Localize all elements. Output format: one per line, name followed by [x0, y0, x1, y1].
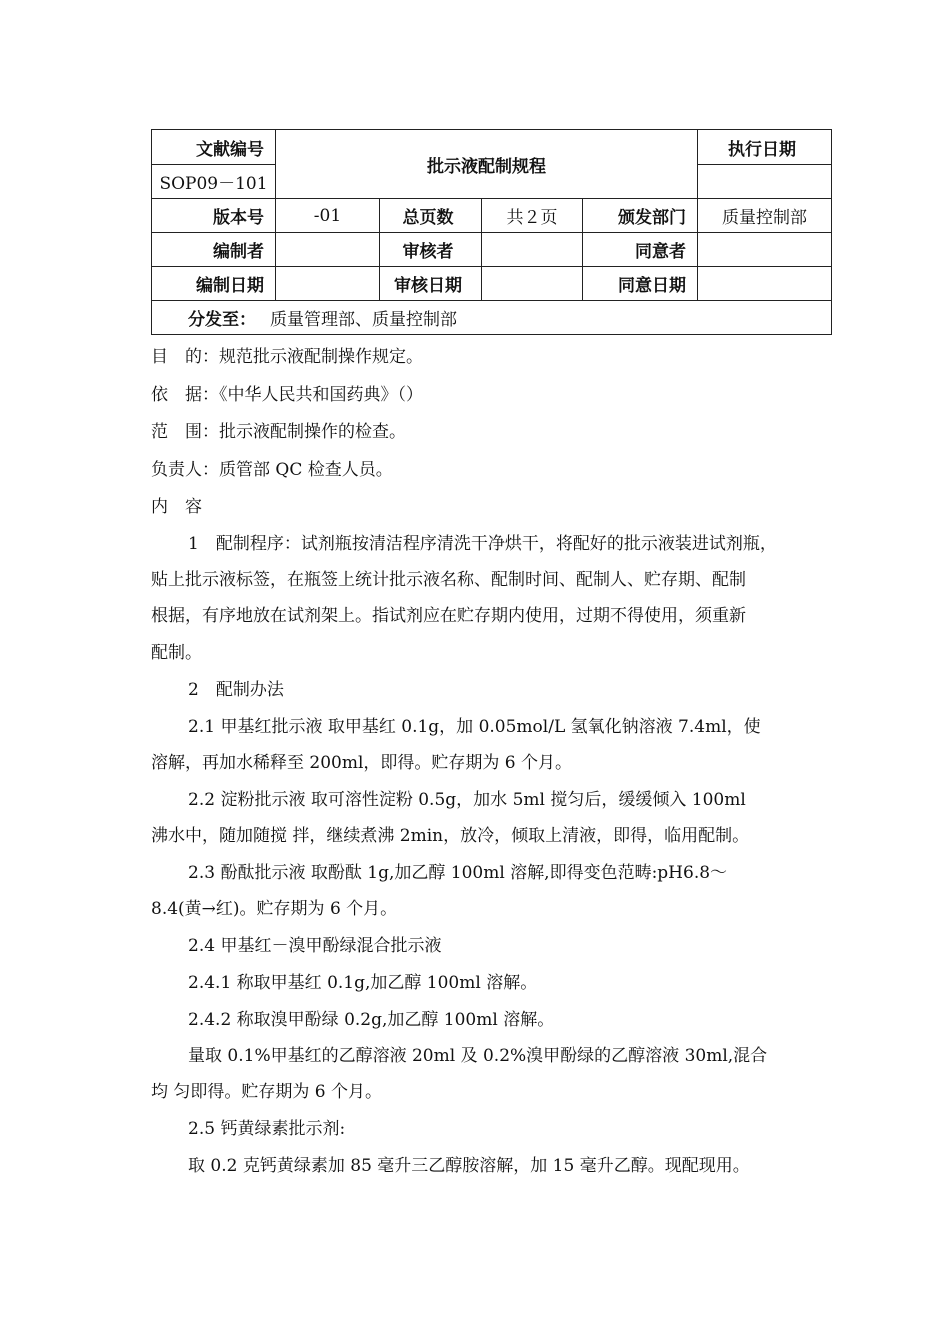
exec-date-label: 执行日期 [698, 130, 832, 165]
paragraph-1-line-3: 根据，有序地放在试剂架上。指试剂应在贮存期内使用，过期不得使用，须重新 [151, 606, 746, 626]
document-header-table [151, 129, 832, 335]
item-2-1-line-2: 溶解，再加水稀释至 200ml，即得。贮存期为 6 个月。 [151, 753, 573, 773]
item-2-3-line-2: 8.4(黄→红)。贮存期为 6 个月。 [151, 899, 398, 919]
paragraph-1-line-1: 1 配制程序：试剂瓶按清洁程序清洗干净烘干，将配好的批示液装进试剂瓶， [188, 534, 777, 554]
reviewer-label: 审核者 [380, 233, 482, 267]
issue-dept-value: 质量控制部 [698, 199, 832, 233]
author-date-value [276, 267, 380, 301]
approver-value [698, 233, 832, 267]
item-2-5-text: 取 0.2 克钙黄绿素加 85 毫升三乙醇胺溶解，加 15 毫升乙醇。现配现用。 [188, 1156, 750, 1176]
review-date-label: 审核日期 [380, 267, 482, 301]
issue-dept-label: 颁发部门 [583, 199, 698, 233]
approve-date-value [698, 267, 832, 301]
item-2-1-line-1: 2.1 甲基红批示液 取甲基红 0.1g，加 0.05mol/L 氢氧化钠溶液 7.4ml，使 [188, 717, 761, 737]
approve-date-label: 同意日期 [583, 267, 698, 301]
item-2-4-2: 2.4.2 称取溴甲酚绿 0.2g,加乙醇 100ml 溶解。 [188, 1010, 555, 1030]
section-2-heading: 2 配制办法 [188, 680, 284, 700]
basis-line: 依 据：《中华人民共和国药典》（） [151, 385, 423, 405]
doc-no-value: SOP09－101 [152, 165, 276, 199]
item-2-3-line-1: 2.3 酚酞批示液 取酚酞 1g,加乙醇 100ml 溶解,即得变色范畴:pH6.8～ [188, 863, 728, 883]
distribute-to: 质量管理部、质量控制部 [270, 310, 457, 330]
reviewer-value [482, 233, 583, 267]
scope-line: 范 围：批示液配制操作的检查。 [151, 422, 406, 442]
item-2-4-mix-line-2: 均 匀即得。贮存期为 6 个月。 [151, 1082, 383, 1102]
version-label: 版本号 [152, 199, 276, 233]
approver-label: 同意者 [583, 233, 698, 267]
item-2-4-1: 2.4.1 称取甲基红 0.1g,加乙醇 100ml 溶解。 [188, 973, 538, 993]
item-2-2-line-2: 沸水中，随加随搅 拌，继续煮沸 2min，放冷，倾取上清液，即得，临用配制。 [151, 826, 750, 846]
item-2-4-mix-line-1: 量取 0.1%甲基红的乙醇溶液 20ml 及 0.2%溴甲酚绿的乙醇溶液 30ml,混合 [188, 1046, 768, 1066]
responsible-line: 负责人：质管部 QC 检查人员。 [151, 460, 393, 480]
document-title: 批示液配制规程 [276, 130, 698, 199]
distribution-row [152, 301, 832, 335]
paragraph-1-line-2: 贴上批示液标签，在瓶签上统计批示液名称、配制时间、配制人、贮存期、配制 [151, 570, 746, 590]
item-2-5-heading: 2.5 钙黄绿素批示剂: [188, 1119, 346, 1139]
author-label: 编制者 [152, 233, 276, 267]
item-2-2-line-1: 2.2 淀粉批示液 取可溶性淀粉 0.5g，加水 5ml 搅匀后，缓缓倾入 100ml [188, 790, 746, 810]
total-pages-value: 共２页 [482, 199, 583, 233]
author-date-label: 编制日期 [152, 267, 276, 301]
version-value: -01 [276, 199, 380, 233]
purpose-line: 目 的：规范批示液配制操作规定。 [151, 347, 423, 367]
distribute-label: 分发至： [188, 310, 256, 330]
total-pages-label: 总页数 [380, 199, 482, 233]
item-2-4-heading: 2.4 甲基红－溴甲酚绿混合批示液 [188, 936, 442, 956]
paragraph-1-line-4: 配制。 [151, 643, 202, 663]
doc-no-label: 文献编号 [152, 130, 276, 165]
content-heading: 内 容 [151, 497, 202, 517]
author-value [276, 233, 380, 267]
exec-date-value [698, 165, 832, 199]
review-date-value [482, 267, 583, 301]
